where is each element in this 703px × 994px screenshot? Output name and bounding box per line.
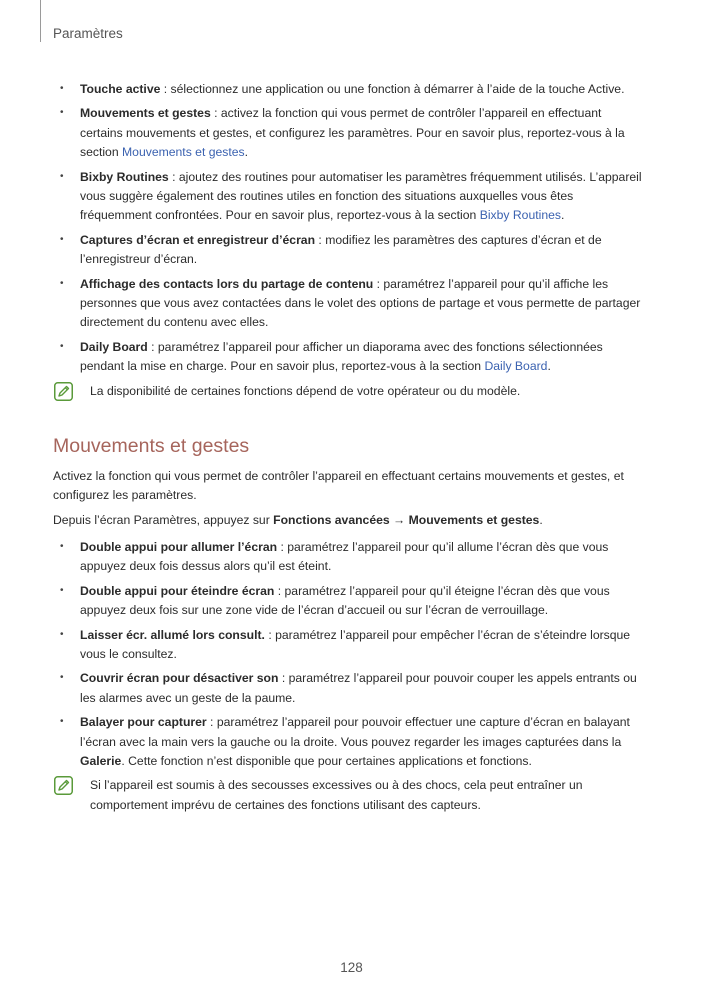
path-prefix: Depuis l’écran Paramètres, appuyez sur	[53, 512, 274, 527]
section-title: Mouvements et gestes	[53, 434, 250, 457]
list-item	[53, 538, 647, 577]
note-text: La disponibilité de certaines fonctions dépend de votre opérateur ou du modèle.	[90, 383, 521, 398]
list-item	[53, 626, 647, 665]
item-suffix: . Cette fonction n’est disponible que pour certaines applications et fonctions.	[121, 753, 532, 768]
path-suffix: .	[539, 512, 543, 527]
running-header: Paramètres	[53, 26, 123, 41]
item-suffix: .	[547, 359, 551, 374]
list-item	[53, 669, 647, 708]
list-item	[53, 338, 647, 377]
section-link[interactable]: Bixby Routines	[479, 208, 561, 223]
item-text: : activez la fonction qui vous permet de contrôler l’appareil en effectuant certains mouvements et gestes, et configurez les paramètres. Pour en savoir plus, reportez-vous à la section	[80, 106, 625, 160]
list-item	[53, 104, 647, 162]
item-term: Laisser écr. allumé lors consult.	[80, 627, 265, 642]
item-term: Daily Board	[80, 339, 148, 354]
settings-list-top	[53, 80, 647, 377]
list-item	[53, 168, 647, 226]
item-text: : paramétrez l’appareil pour qu’il affiche les personnes que vous avez contactées dans le volet des options de partage et vous permette de partager directement du contenu avec elles.	[80, 276, 641, 330]
item-term: Bixby Routines	[80, 169, 169, 184]
item-text: : paramétrez l’appareil pour afficher un diaporama avec des fonctions sélectionnées pendant la mise en charge. Pour en savoir plus, reportez-vous à la section	[80, 339, 603, 374]
item-term: Couvrir écran pour désactiver son	[80, 671, 279, 686]
section-intro: Activez la fonction qui vous permet de contrôler l’appareil en effectuant certains mouvements et gestes, et configurez les paramètres.	[53, 468, 624, 503]
list-item	[53, 713, 647, 771]
item-term: Affichage des contacts lors du partage de contenu	[80, 276, 374, 291]
note-top	[53, 382, 647, 404]
item-term: Mouvements et gestes	[80, 106, 211, 121]
item-term: Double appui pour éteindre écran	[80, 583, 275, 598]
list-item	[53, 582, 647, 621]
item-term-inline: Galerie	[80, 753, 122, 768]
path-bold: Fonctions avancées → Mouvements et gestes	[273, 512, 540, 527]
item-term: Balayer pour capturer	[80, 715, 207, 730]
list-item	[53, 275, 647, 333]
item-term: Double appui pour allumer l’écran	[80, 539, 278, 554]
item-suffix: .	[560, 208, 565, 223]
note-text: Si l’appareil est soumis à des secousses excessives ou à des chocs, cela peut entraîner un comportement imprévu de certaines des fonctions utilisant des capteurs.	[90, 778, 583, 812]
header-rule	[40, 0, 41, 42]
list-item	[53, 80, 647, 99]
navigation-path	[53, 511, 647, 530]
item-suffix: .	[244, 145, 249, 160]
item-text: : paramétrez l’appareil pour pouvoir couper les appels entrants ou les alarmes avec un geste de la paume.	[80, 671, 637, 705]
item-text: : ajoutez des routines pour automatiser les paramètres fréquemment utilisés. L’appareil vous suggère également des routines utiles en fonction des situations auxquelles vous êtes fréquemment confrontées. Pour en savoir plus, reportez-vous à la section	[80, 169, 642, 223]
note-bottom	[53, 776, 647, 815]
item-text: : paramétrez l’appareil pour empêcher l’écran de s’éteindre lorsque vous le consultez.	[80, 627, 631, 661]
note-pencil-icon	[54, 382, 73, 401]
list-item	[53, 231, 647, 270]
settings-list-bottom	[53, 538, 647, 771]
page-content	[53, 80, 647, 815]
item-text: : modifiez les paramètres des captures d’écran et de l’enregistreur d’écran.	[80, 232, 602, 267]
section-link[interactable]: Daily Board	[484, 359, 548, 374]
section-link[interactable]: Mouvements et gestes	[122, 145, 245, 160]
item-text: : paramétrez l’appareil pour qu’il allume l’écran dès que vous appuyez deux fois dessus alors qu’il est éteint.	[80, 539, 609, 574]
item-text: : paramétrez l’appareil pour pouvoir effectuer une capture d’écran en balayant l’écran avec la main vers la gauche ou la droite. Vous pouvez regarder les images capturées dans la	[80, 715, 630, 749]
item-text: : sélectionnez une application ou une fonction à démarrer à l’aide de la touche Active.	[160, 82, 625, 96]
page-number: 128	[340, 960, 363, 975]
item-term: Captures d’écran et enregistreur d’écran	[80, 232, 316, 247]
item-term: Touche active	[80, 82, 161, 96]
note-pencil-icon	[54, 776, 73, 795]
item-text: : paramétrez l’appareil pour qu’il éteigne l’écran dès que vous appuyez deux fois sur une zone vide de l’écran d’accueil ou sur l’écran de verrouillage.	[80, 583, 610, 618]
